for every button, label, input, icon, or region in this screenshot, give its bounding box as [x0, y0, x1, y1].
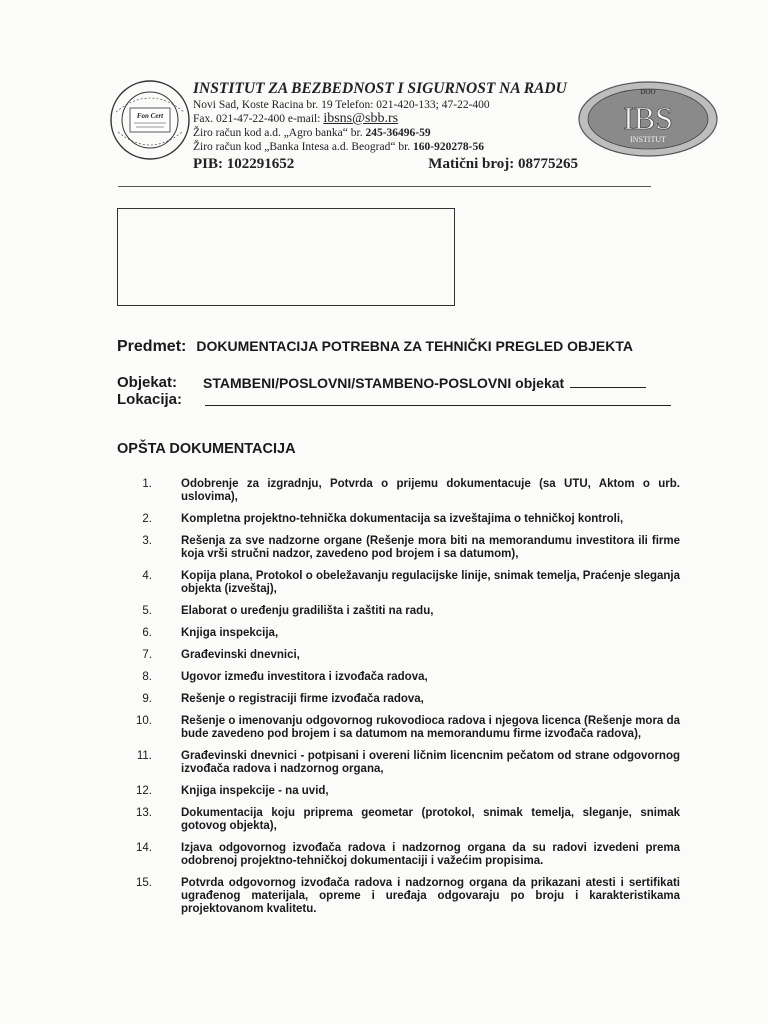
location-line	[117, 391, 182, 408]
location-blank-field	[205, 405, 671, 406]
item-text: Građevinski dnevnici - potpisani i overeni ličnim licencnim pečatom od strane odgovornog izvođača radova i nadzornog organa,	[181, 750, 680, 775]
subject-label: Predmet:	[117, 338, 187, 355]
account1-number: 245-36496-59	[365, 127, 431, 139]
account2-prefix: Žiro račun kod „Banka Intesa a.d. Beograd“ br.	[193, 141, 414, 153]
item-number: 5.	[142, 605, 152, 617]
address-line: Novi Sad, Koste Racina br. 19 Telefon: 021-420-133; 47-22-400	[193, 99, 490, 111]
item-text: Dokumentacija koju priprema geometar (protokol, snimak temelja, sleganje, snimak gotovog objekta),	[181, 807, 680, 832]
header-divider	[118, 186, 651, 187]
list-item	[120, 513, 680, 526]
item-text: Rešenja za sve nadzorne organe (Rešenje mora biti na memorandumu investitora ili firme koja vrši stručni nadzor, zavedeno pod brojem i sa datumom),	[181, 535, 680, 560]
pib-number: PIB: 102291652	[193, 156, 295, 172]
object-value: STAMBENI/POSLOVNI/STAMBENO-POSLOVNI objekat	[203, 375, 565, 391]
item-number: 6.	[142, 627, 152, 639]
list-item	[120, 649, 680, 662]
subject-value: DOKUMENTACIJA POTREBNA ZA TEHNIČKI PREGLED OBJEKTA	[196, 338, 633, 354]
list-item	[120, 627, 680, 640]
list-item	[120, 605, 680, 618]
item-number: 9.	[142, 693, 152, 705]
recipient-box	[117, 208, 455, 306]
logo-main-text: IBS	[623, 100, 673, 136]
item-number: 2.	[142, 513, 152, 525]
item-text: Rešenje o registraciji firme izvođača radova,	[181, 693, 424, 705]
letterhead	[193, 80, 583, 173]
item-text: Elaborat o uređenju gradilišta i zaštiti na radu,	[181, 605, 434, 617]
item-number: 15.	[136, 877, 152, 889]
subject-line	[117, 338, 633, 356]
email-link[interactable]: ibsns@sbb.rs	[323, 111, 399, 126]
section-title: OPŠTA DOKUMENTACIJA	[117, 441, 296, 457]
registration-number: Matični broj: 08775265	[428, 156, 578, 172]
item-number: 3.	[142, 535, 152, 547]
list-item	[120, 785, 680, 798]
documentation-list	[120, 478, 680, 925]
fax-text: Fax. 021-47-22-400 e-mail:	[193, 113, 324, 125]
list-item	[120, 807, 680, 833]
institute-name: INSTITUT ZA BEZBEDNOST I SIGURNOST NA RADU	[193, 80, 567, 97]
item-number: 10.	[136, 715, 152, 727]
account-line-1	[193, 126, 583, 140]
ibs-logo-icon	[577, 80, 719, 158]
item-number: 12.	[136, 785, 152, 797]
list-item	[120, 842, 680, 868]
list-item	[120, 570, 680, 596]
logo-top-text: DOO	[640, 88, 656, 96]
item-text: Građevinski dnevnici,	[181, 649, 300, 661]
list-item	[120, 750, 680, 776]
object-line	[117, 374, 565, 391]
logo-bottom-text: INSTITUT	[630, 135, 666, 144]
seal-label: Fon Cert	[136, 112, 164, 120]
object-blank-field	[570, 375, 646, 388]
list-item	[120, 535, 680, 561]
item-text: Odobrenje za izgradnju, Potvrda o prijemu dokumentacuje (sa UTU, Aktom o urb. uslovima),	[181, 478, 680, 503]
item-number: 11.	[136, 750, 152, 762]
item-text: Kompletna projektno-tehnička dokumentacija sa izveštajima o tehničkoj kontroli,	[181, 513, 624, 525]
item-number: 4.	[142, 570, 152, 582]
fax-line	[193, 112, 583, 126]
item-text: Kopija plana, Protokol o obeležavanju regulacijske linije, snimak temelja, Praćenje sleganja objekta (izveštaj),	[181, 570, 680, 595]
object-label: Objekat:	[117, 374, 178, 391]
item-text: Ugovor između investitora i izvođača radova,	[181, 671, 428, 683]
item-text: Knjiga inspekcija,	[181, 627, 279, 639]
item-number: 8.	[142, 671, 152, 683]
item-text: Izjava odgovornog izvođača radova i nadzornog organa da su radovi izvedeni prema odobrenoj projektno-tehničkoj dokumentaciji i važećim propisima.	[181, 842, 680, 867]
list-item	[120, 877, 680, 916]
item-number: 14.	[136, 842, 152, 854]
certification-seal-icon	[108, 78, 192, 162]
account1-prefix: Žiro račun kod a.d. „Agro banka“ br.	[193, 127, 366, 139]
location-label: Lokacija:	[117, 391, 183, 408]
item-number: 1.	[142, 478, 152, 490]
list-item	[120, 478, 680, 504]
item-number: 7.	[142, 649, 152, 661]
account-line-2	[193, 140, 583, 154]
item-number: 13.	[136, 807, 152, 819]
item-text: Potvrda odgovornog izvođača radova i nadzornog organa da prikazani atesti i sertifikati ugrađenog materijala, opreme i uređaja odgovaraju po broju i karakteristikama projektovanom kvalitetu.	[181, 877, 680, 915]
item-text: Knjiga inspekcije - na uvid,	[181, 785, 329, 797]
list-item	[120, 693, 680, 706]
item-text: Rešenje o imenovanju odgovornog rukovodioca radova i njegova licenca (Rešenje mora da bude zavedeno pod brojem i sa datumom na memorandumu firme izvođača radova),	[181, 715, 680, 740]
account2-number: 160-920278-56	[413, 141, 484, 153]
list-item	[120, 671, 680, 684]
list-item	[120, 715, 680, 741]
registration-line	[193, 155, 578, 173]
